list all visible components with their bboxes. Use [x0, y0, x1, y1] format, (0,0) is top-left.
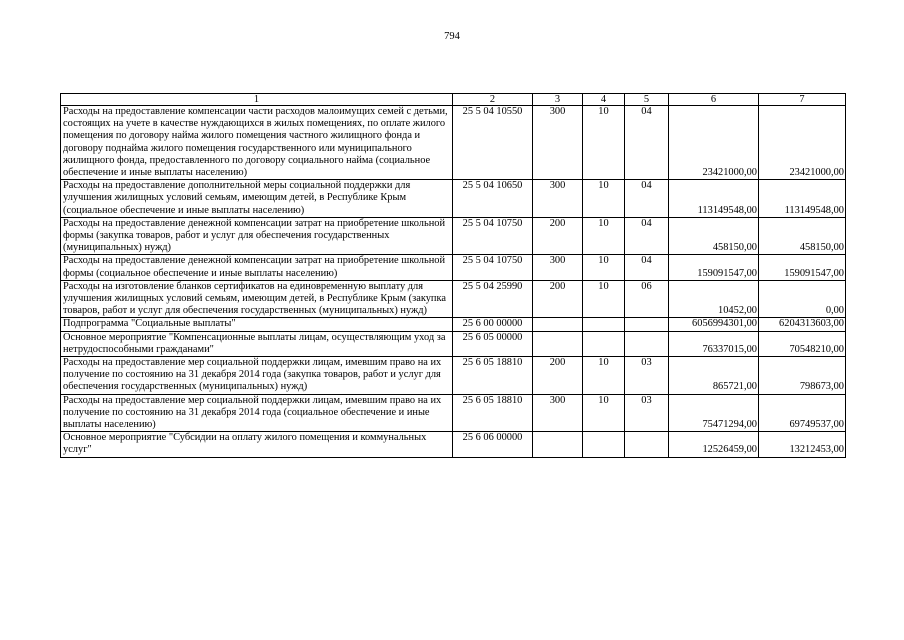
row-code: 25 6 05 18810 [453, 394, 533, 432]
table-row [61, 432, 846, 457]
row-subsection [625, 432, 669, 457]
row-sum-year2: 69749537,00 [759, 394, 846, 432]
row-sum-year1: 10452,00 [669, 280, 759, 318]
row-section [583, 432, 625, 457]
table-body [61, 94, 846, 458]
row-name: Расходы на предоставление компенсации части расходов малоимущих семей с детьми, состоящих на учете в качестве нуждающихся в жилых помещениях, по оплате жилого помещения по договору найма жилого помещения частного жилищного фонда и договору поднайма жилого помещения государственного или муниципального жилищного фонда, предоставленного по договору социального найма (социальное обеспечение и иные выплаты населению) [61, 106, 453, 180]
row-sum-year1: 865721,00 [669, 357, 759, 395]
header-cell-5: 5 [625, 94, 669, 106]
row-sum-year2: 6204313603,00 [759, 318, 846, 331]
row-expense-type: 300 [533, 394, 583, 432]
row-expense-type [533, 318, 583, 331]
row-name: Расходы на предоставление денежной компенсации затрат на приобретение школьной формы (закупка товаров, работ и услуг для обеспечения государственных (муниципальных) нужд) [61, 217, 453, 255]
row-subsection: 03 [625, 394, 669, 432]
row-sum-year2: 70548210,00 [759, 331, 846, 356]
row-name: Расходы на предоставление мер социальной поддержки лицам, имевшим право на их получение по состоянию на 31 декабря 2014 года (социальное обеспечение и иные выплаты населению) [61, 394, 453, 432]
page-number: 794 [444, 31, 460, 42]
row-code: 25 6 05 00000 [453, 331, 533, 356]
row-sum-year2: 13212453,00 [759, 432, 846, 457]
row-name: Расходы на предоставление дополнительной меры социальной поддержки для улучшения жилищных условий семьям, имеющим детей, в Республике Крым (социальное обеспечение и иные выплаты населению) [61, 180, 453, 218]
row-subsection: 04 [625, 217, 669, 255]
row-sum-year1: 76337015,00 [669, 331, 759, 356]
row-sum-year2: 798673,00 [759, 357, 846, 395]
row-expense-type [533, 331, 583, 356]
header-cell-6: 6 [669, 94, 759, 106]
row-name: Расходы на изготовление бланков сертификатов на единовременную выплату для улучшения жилищных условий семьям, имеющим детей, в Республике Крым (закупка товаров, работ и услуг для обеспечения государственных (муниципальных) нужд) [61, 280, 453, 318]
row-sum-year2: 23421000,00 [759, 106, 846, 180]
row-code: 25 5 04 10750 [453, 217, 533, 255]
table-row [61, 180, 846, 218]
row-subsection: 04 [625, 255, 669, 280]
row-code: 25 5 04 25990 [453, 280, 533, 318]
table-row [61, 318, 846, 331]
row-sum-year1: 12526459,00 [669, 432, 759, 457]
row-sum-year2: 458150,00 [759, 217, 846, 255]
row-code: 25 5 04 10750 [453, 255, 533, 280]
table-row [61, 331, 846, 356]
row-sum-year2: 113149548,00 [759, 180, 846, 218]
row-code: 25 5 04 10550 [453, 106, 533, 180]
table-row [61, 394, 846, 432]
row-subsection: 04 [625, 106, 669, 180]
row-name: Основное мероприятие "Субсидии на оплату жилого помещения и коммунальных услуг" [61, 432, 453, 457]
row-subsection: 06 [625, 280, 669, 318]
table-row [61, 357, 846, 395]
row-subsection: 04 [625, 180, 669, 218]
row-name: Расходы на предоставление денежной компенсации затрат на приобретение школьной формы (социальное обеспечение и иные выплаты населению) [61, 255, 453, 280]
row-expense-type: 300 [533, 180, 583, 218]
row-expense-type: 300 [533, 255, 583, 280]
row-sum-year1: 23421000,00 [669, 106, 759, 180]
table-row [61, 280, 846, 318]
row-expense-type: 300 [533, 106, 583, 180]
row-code: 25 6 06 00000 [453, 432, 533, 457]
row-sum-year1: 113149548,00 [669, 180, 759, 218]
table-row [61, 217, 846, 255]
row-sum-year1: 75471294,00 [669, 394, 759, 432]
row-section: 10 [583, 280, 625, 318]
row-code: 25 6 05 18810 [453, 357, 533, 395]
row-subsection [625, 318, 669, 331]
row-section: 10 [583, 106, 625, 180]
row-subsection [625, 331, 669, 356]
row-section: 10 [583, 255, 625, 280]
table-row [61, 255, 846, 280]
row-section: 10 [583, 394, 625, 432]
header-cell-7: 7 [759, 94, 846, 106]
row-expense-type [533, 432, 583, 457]
row-sum-year1: 6056994301,00 [669, 318, 759, 331]
table-row [61, 106, 846, 180]
row-sum-year2: 159091547,00 [759, 255, 846, 280]
header-cell-3: 3 [533, 94, 583, 106]
header-cell-4: 4 [583, 94, 625, 106]
row-name: Расходы на предоставление мер социальной поддержки лицам, имевшим право на их получение по состоянию на 31 декабря 2014 года (закупка товаров, работ и услуг для обеспечения государственных (муниципальных) нужд) [61, 357, 453, 395]
row-name: Основное мероприятие "Компенсационные выплаты лицам, осуществляющим уход за нетрудоспособными гражданами" [61, 331, 453, 356]
row-sum-year1: 159091547,00 [669, 255, 759, 280]
header-row [61, 94, 846, 106]
row-section: 10 [583, 180, 625, 218]
row-section [583, 331, 625, 356]
row-section: 10 [583, 217, 625, 255]
header-cell-2: 2 [453, 94, 533, 106]
row-section: 10 [583, 357, 625, 395]
row-expense-type: 200 [533, 280, 583, 318]
budget-table [60, 93, 846, 458]
row-code: 25 5 04 10650 [453, 180, 533, 218]
row-name: Подпрограмма "Социальные выплаты" [61, 318, 453, 331]
row-expense-type: 200 [533, 217, 583, 255]
row-expense-type: 200 [533, 357, 583, 395]
row-code: 25 6 00 00000 [453, 318, 533, 331]
row-sum-year1: 458150,00 [669, 217, 759, 255]
row-section [583, 318, 625, 331]
row-sum-year2: 0,00 [759, 280, 846, 318]
header-cell-1: 1 [61, 94, 453, 106]
row-subsection: 03 [625, 357, 669, 395]
